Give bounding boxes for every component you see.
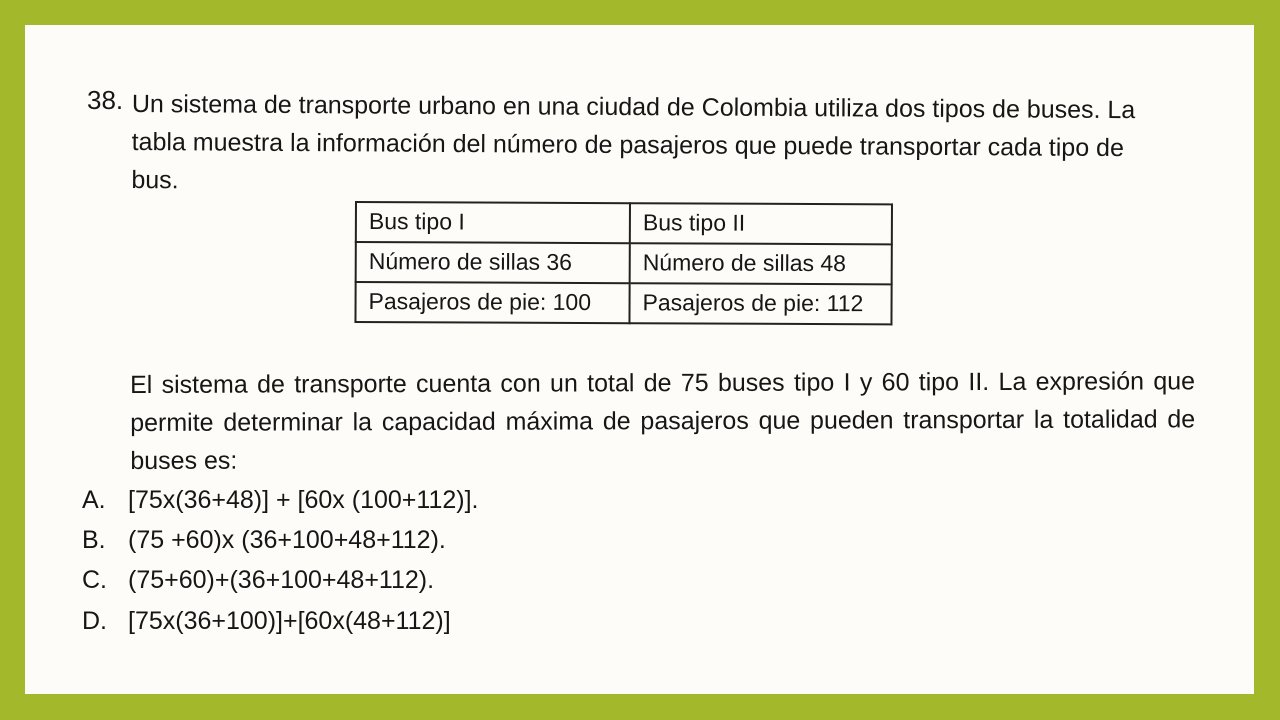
table-cell: Bus tipo II [630,203,892,244]
table-cell: Bus tipo I [356,202,630,243]
table-row [356,202,892,244]
option-c [82,566,434,595]
table-row [356,242,892,284]
question-intro: Un sistema de transporte urbano en una ciudad de Colombia utiliza dos tipos de buses. La tabla muestra la información del número de pasajeros que puede transportar cada tipo de bus. [131,89,1136,195]
table-cell: Pasajeros de pie: 100 [355,282,629,323]
option-a [82,486,478,515]
question-statement: El sistema de transporte cuenta con un total de 75 buses tipo I y 60 tipo II. La expresión que permite determinar la capacidad máxima de pasajeros que pueden transportar la totalidad de buses es: [130,367,1196,475]
option-letter: C. [82,566,107,594]
table-cell: Número de sillas 36 [356,242,630,283]
option-letter: D. [82,607,107,635]
option-text: (75+60)+(36+100+48+112). [128,566,435,594]
document-page [25,25,1254,694]
option-text: [75x(36+48)] + [60x (100+112)]. [128,486,479,514]
option-b [82,526,446,555]
bus-table [354,201,893,325]
table-cell: Pasajeros de pie: 112 [629,283,891,324]
option-letter: A. [82,486,106,514]
table-cell: Número de sillas 48 [630,243,892,284]
table-row [355,282,891,324]
option-letter: B. [82,526,106,554]
option-d [82,607,451,636]
option-text: [75x(36+100)]+[60x(48+112)] [128,607,451,635]
question-number: 38. [87,85,124,115]
option-text: (75 +60)x (36+100+48+112). [128,526,446,554]
